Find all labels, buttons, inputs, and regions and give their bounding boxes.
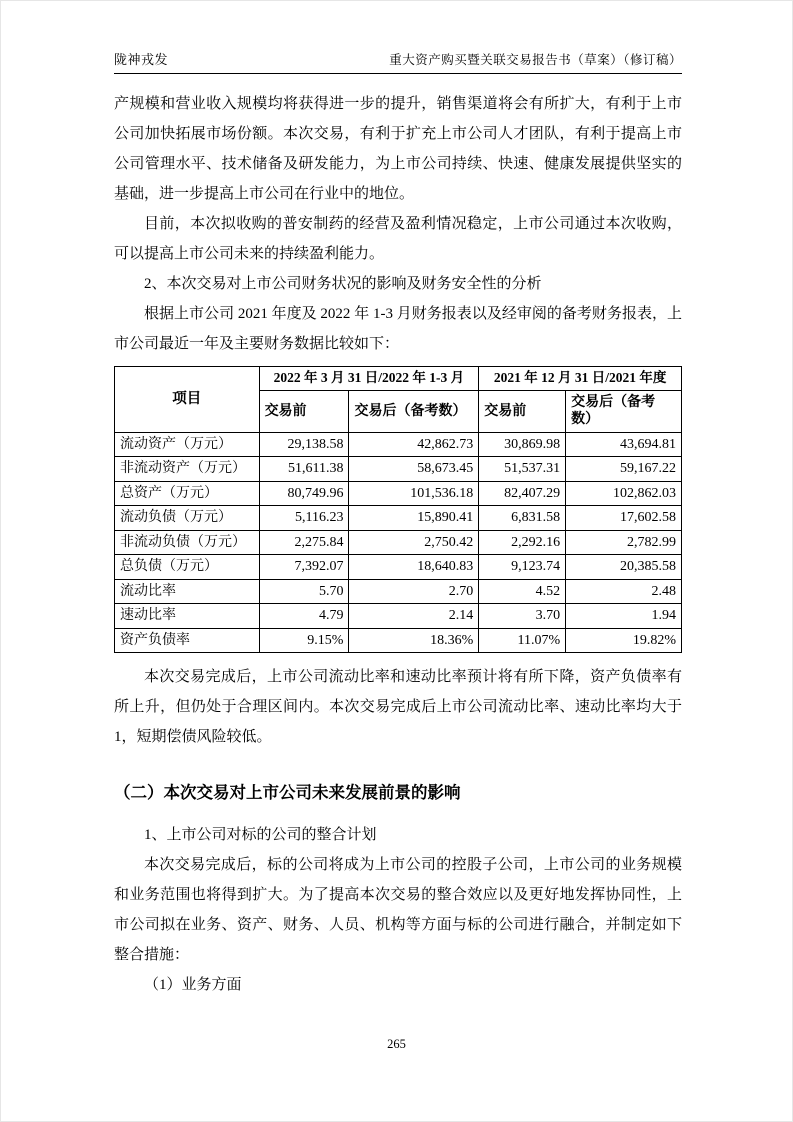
row-label: 总负债（万元） (115, 555, 260, 580)
column-header-post-2022: 交易后（备考数） (349, 390, 479, 432)
row-value: 2.48 (566, 579, 682, 604)
column-group-2022: 2022 年 3 月 31 日/2022 年 1-3 月 (259, 367, 479, 391)
row-value: 11.07% (479, 628, 566, 653)
paragraph-business-aspect-title: （1）业务方面 (144, 977, 242, 994)
row-value: 7,392.07 (259, 555, 349, 580)
table-row (115, 530, 682, 555)
column-header-pre-2021: 交易前 (479, 390, 566, 432)
row-value: 58,673.45 (349, 457, 479, 482)
row-value: 5,116.23 (259, 506, 349, 531)
row-value: 80,749.96 (259, 481, 349, 506)
table-row (115, 555, 682, 580)
row-label: 流动负债（万元） (115, 506, 260, 531)
row-value: 42,862.73 (349, 432, 479, 457)
row-value: 9,123.74 (479, 555, 566, 580)
row-value: 51,537.31 (479, 457, 566, 482)
row-value: 4.79 (259, 604, 349, 629)
table-row (115, 432, 682, 457)
row-value: 43,694.81 (566, 432, 682, 457)
header-report-title: 重大资产购买暨关联交易报告书（草案）（修订稿） (389, 53, 682, 67)
row-value: 20,385.58 (566, 555, 682, 580)
table-group-header-row (115, 367, 682, 391)
paragraph-integration-plan-body: 本次交易完成后，标的公司将成为上市公司的控股子公司，上市公司的业务规模和业务范围也将得到扩大。为了提高本次交易的整合效应以及更好地发挥协同性，上市公司拟在业务、资产、财务、人员、机构等方面与标的公司进行融合，并制定如下整合措施： (114, 857, 682, 964)
row-value: 29,138.58 (259, 432, 349, 457)
row-value: 18,640.83 (349, 555, 479, 580)
row-value: 2,782.99 (566, 530, 682, 555)
row-value: 2.70 (349, 579, 479, 604)
section-heading-2: （二）本次交易对上市公司未来发展前景的影响 (114, 784, 461, 803)
document-header (114, 49, 682, 74)
header-company-name: 陇神戎发 (114, 52, 169, 67)
table-row (115, 579, 682, 604)
row-label: 非流动资产（万元） (115, 457, 260, 482)
paragraph-continuation: 产规模和营业收入规模均将获得进一步的提升，销售渠道将会有所扩大，有利于上市公司加快拓展市场份额。本次交易，有利于扩充上市公司人才团队，有利于提高上市公司管理水平、技术储备及研发能力，为上市公司持续、快速、健康发展提供坚实的基础，进一步提高上市公司在行业中的地位。 (114, 96, 682, 202)
row-label: 资产负债率 (115, 628, 260, 653)
row-value: 2,750.42 (349, 530, 479, 555)
row-value: 2.14 (349, 604, 479, 629)
row-value: 6,831.58 (479, 506, 566, 531)
table-row (115, 481, 682, 506)
paragraph-table-intro: 根据上市公司 2021 年度及 2022 年 1-3 月财务报表以及经审阅的备考财务报表，上市公司最近一年及主要财务数据比较如下： (114, 306, 682, 352)
paragraph-ratio-analysis: 本次交易完成后，上市公司流动比率和速动比率预计将有所下降，资产负债率有所上升，但仍处于合理区间内。本次交易完成后上市公司流动比率、速动比率均大于 1，短期偿债风险较低。 (114, 669, 682, 746)
row-label: 非流动负债（万元） (115, 530, 260, 555)
row-value: 59,167.22 (566, 457, 682, 482)
row-value: 2,292.16 (479, 530, 566, 555)
paragraph-subsection-2-title: 2、本次交易对上市公司财务状况的影响及财务安全性的分析 (144, 276, 542, 292)
row-value: 15,890.41 (349, 506, 479, 531)
row-value: 18.36% (349, 628, 479, 653)
row-value: 1.94 (566, 604, 682, 629)
financial-table-body (115, 432, 682, 653)
table-row (115, 628, 682, 653)
page-footer (1, 1037, 792, 1052)
column-header-item: 项目 (115, 367, 260, 433)
page-number: 265 (387, 1037, 406, 1051)
column-header-pre-2022: 交易前 (259, 390, 349, 432)
row-label: 总资产（万元） (115, 481, 260, 506)
paragraph-integration-plan-title: 1、上市公司对标的公司的整合计划 (144, 827, 377, 844)
column-group-2021: 2021 年 12 月 31 日/2021 年度 (479, 367, 682, 391)
column-header-post-2021: 交易后（备考数） (566, 390, 682, 432)
table-head (115, 367, 682, 433)
row-value: 2,275.84 (259, 530, 349, 555)
row-value: 82,407.29 (479, 481, 566, 506)
table-row (115, 604, 682, 629)
row-value: 30,869.98 (479, 432, 566, 457)
row-value: 9.15% (259, 628, 349, 653)
row-value: 102,862.03 (566, 481, 682, 506)
row-value: 17,602.58 (566, 506, 682, 531)
row-value: 3.70 (479, 604, 566, 629)
row-label: 速动比率 (115, 604, 260, 629)
paragraph-current-status: 目前，本次拟收购的普安制药的经营及盈利情况稳定，上市公司通过本次收购，可以提高上市公司未来的持续盈利能力。 (114, 216, 682, 262)
table-row (115, 506, 682, 531)
row-value: 101,536.18 (349, 481, 479, 506)
row-value: 51,611.38 (259, 457, 349, 482)
row-value: 19.82% (566, 628, 682, 653)
row-value: 5.70 (259, 579, 349, 604)
row-label: 流动资产（万元） (115, 432, 260, 457)
row-value: 4.52 (479, 579, 566, 604)
document-body (114, 89, 682, 1000)
row-label: 流动比率 (115, 579, 260, 604)
financial-comparison-table (114, 366, 682, 653)
table-row (115, 457, 682, 482)
